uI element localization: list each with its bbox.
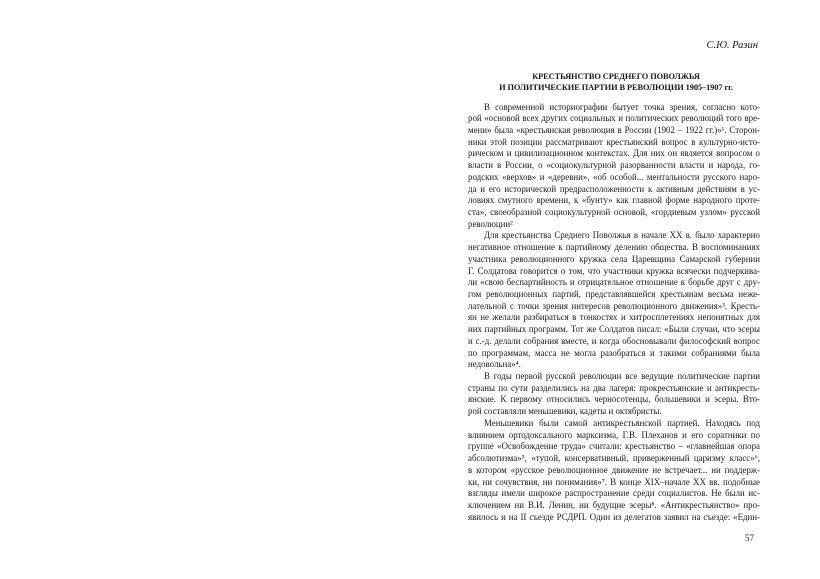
text-line: ки, ни сочувствия, ни понимания»⁷. В конце XIX–начале XX вв. подобные: [468, 476, 760, 487]
article-title-line-2: И ПОЛИТИЧЕСКИЕ ПАРТИИ В РЕВОЛЮЦИИ 1905–1907 гг.: [499, 82, 733, 92]
text-line: по программам, масса не могла разобраться и такими собраниями была: [468, 347, 760, 358]
text-line: рой «основой всех других социальных и политических революций того вре-: [468, 113, 760, 124]
text-line: гом революционных партий, представлявшейся крестьянам весьма неже-: [468, 289, 760, 299]
text-line: недовольна»⁴.: [468, 359, 521, 370]
text-line: ники этой позиции рассматривают крестьянский вопрос в культурно-исто-: [468, 136, 760, 147]
running-head-author: С.Ю. Разин: [706, 40, 758, 51]
article-title: [474, 72, 758, 93]
text-line: Г. Солдатова говорится о том, что участники кружка всячески подчеркива-: [468, 265, 760, 276]
text-line: родских «верхов» и «деревни», «об особой... ментальности русского наро-: [468, 171, 760, 182]
text-line: взгляды имели широкое распространение среди социалистов. Не были ис-: [468, 488, 760, 499]
text-line: группе «Освобождение труда» считали: крестьянство – «главнейшая опора: [468, 441, 760, 452]
text-line: абсолютизма»⁵, «тупой, консервативный, приверженный царизму класс»⁶,: [468, 453, 760, 464]
text-line: в котором «русское революционное движение не встречает... ни поддерж-: [468, 464, 760, 475]
text-line: ключением ни В.И. Ленин, ни будущие эсеры⁸. «Антикрестьянство» про-: [468, 499, 760, 510]
text-line: ли «свою беспартийность и отрицательное отношение к борьбе друг с дру-: [468, 277, 760, 288]
text-line: В годы первой русской революции все ведущие политические партии: [484, 371, 760, 382]
text-line: Меньшевики были самой антикрестьянской партией. Находясь под: [484, 417, 760, 428]
text-line: да и его исторической предрасположенности к активным действиям в ус-: [468, 183, 760, 194]
text-line: ловиях смутного времени, к «бунту» как главной форме народного проте-: [468, 195, 760, 206]
text-line: лательной с точки зрения интересов революционного движения»³. Кресть-: [468, 300, 760, 311]
text-line: страны по сути разделились на два лагеря: прокрестьянские и антикресть-: [468, 382, 760, 393]
text-line: явилось и на II съезде РСДРП. Один из делегатов заявил на съезде: «Един-: [468, 511, 760, 522]
text-line: и с.-д. делали собрания вместе, и когда обосновывали философский вопрос: [468, 335, 760, 346]
text-line: ян не желали разбираться в тонкостях и хитросплетениях непонятных для: [468, 312, 760, 323]
text-line: мени» была «крестьянская революция в России (1902 – 1922 гг.)»¹. Сторон-: [468, 124, 760, 135]
article-body: [468, 102, 760, 524]
text-line: участника революционного кружка села Царевщина Самарской губернии: [468, 253, 760, 264]
article-title-line-1: КРЕСТЬЯНСТВО СРЕДНЕГО ПОВОЛЖЬЯ: [532, 72, 700, 81]
text-line: янские. К первому относились черносотенцы, большевики и эсеры. Вто-: [468, 394, 760, 405]
text-line: ста», своеобразной социокультурной основой, «гордиевым узлом» русской: [468, 206, 760, 217]
text-line: рой составляли меньшевики, кадеты и октябристы.: [468, 406, 662, 417]
text-line: революции²: [468, 218, 513, 229]
text-line: рическом и цивилизационном контекстах. Для них он является вопросом о: [468, 148, 760, 159]
text-line: В современной историографии бытует точка зрения, согласно кото-: [484, 101, 760, 112]
text-line: влиянием ортодоксального марксизма, Г.В. Плеханов и его соратники по: [468, 429, 760, 440]
text-line: Для крестьянства Среднего Поволжья в начале XX в. было характерно: [484, 230, 760, 241]
text-line: власти в России, о «социокультурной разорванности власти и народа, го-: [468, 160, 760, 171]
page-number: 57: [745, 533, 754, 543]
text-line: них партийных программ. Тот же Солдатов писал: «Были случаи, что эсеры: [468, 324, 760, 335]
text-line: негативное отношение к партийному делению общества. В воспоминаниях: [468, 242, 760, 253]
